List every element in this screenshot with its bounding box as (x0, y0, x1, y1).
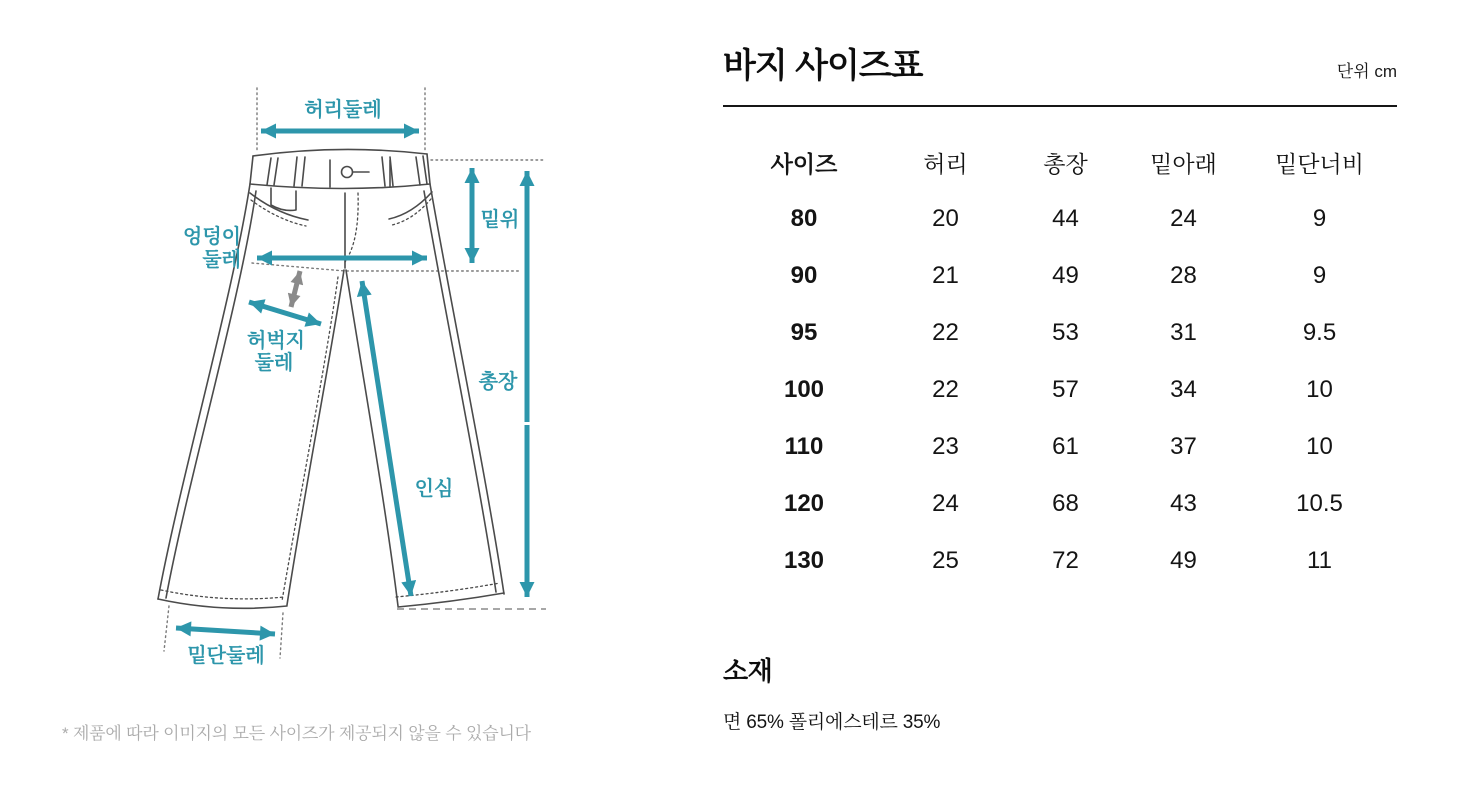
table-cell: 31 (1170, 318, 1197, 346)
column-header-waist: 허리 (923, 151, 968, 178)
material-value: 면 65% 폴리에스테르 35% (723, 712, 941, 734)
table-cell: 22 (932, 375, 959, 403)
measurement-arrows (176, 131, 527, 634)
table-cell: 22 (932, 318, 959, 346)
pants-outline (158, 149, 504, 608)
table-cell: 57 (1052, 375, 1079, 403)
material-heading: 소재 (723, 656, 773, 687)
table-cell: 110 (784, 432, 824, 460)
inseam-label: 인심 (414, 478, 454, 500)
table-cell: 49 (1170, 546, 1197, 574)
crotch-depth-arrow (291, 271, 300, 307)
table-cell: 9 (1312, 204, 1327, 232)
table-cell: 24 (932, 489, 959, 517)
unit-label: 단위 cm (1336, 62, 1397, 82)
thigh-label-line1: 허벅지 (247, 330, 305, 352)
table-cell: 21 (932, 261, 959, 289)
table-cell: 9 (1312, 261, 1327, 289)
table-cell: 49 (1052, 261, 1079, 289)
size-chart-title: 바지 사이즈표 (723, 47, 923, 85)
table-cell: 25 (932, 546, 959, 574)
thigh-label-line2: 둘레 (254, 352, 294, 374)
table-cell: 9.5 (1302, 318, 1337, 346)
table-cell: 28 (1170, 261, 1197, 289)
size-table (723, 135, 1397, 589)
hip-label-line1: 엉덩이 (183, 226, 241, 248)
size-availability-footnote: * 제품에 따라 이미지의 모든 사이즈가 제공되지 않을 수 있습니다 (62, 724, 531, 743)
size-chart-panel (723, 48, 1397, 734)
hip-label-line2: 둘레 (202, 249, 241, 271)
table-cell: 61 (1052, 432, 1079, 460)
table-cell: 23 (932, 432, 959, 460)
table-cell: 130 (783, 546, 825, 574)
column-header-hem-width: 밑단너비 (1275, 151, 1364, 178)
total-length-label: 총장 (478, 371, 518, 393)
table-cell: 34 (1170, 375, 1197, 403)
table-cell: 11 (1307, 546, 1332, 574)
table-cell: 68 (1052, 489, 1079, 517)
hem-arrow (176, 628, 275, 634)
table-cell: 10 (1306, 375, 1333, 403)
column-header-inseam: 밑아래 (1150, 151, 1217, 178)
rise-label: 밑위 (480, 209, 520, 231)
table-cell: 53 (1052, 318, 1079, 346)
size-chart-header (723, 48, 1397, 85)
table-cell: 43 (1170, 489, 1197, 517)
material-section (723, 651, 1397, 734)
table-cell: 37 (1170, 432, 1197, 460)
table-cell: 120 (783, 489, 825, 517)
table-cell: 24 (1170, 204, 1197, 232)
table-cell: 44 (1052, 204, 1079, 232)
thigh-arrow (249, 302, 321, 324)
table-cell: 95 (790, 318, 818, 346)
table-cell: 20 (932, 204, 959, 232)
header-divider (723, 105, 1397, 107)
length-line-notch (522, 422, 532, 425)
waist-label: 허리둘레 (304, 99, 382, 121)
hem-label: 밑단둘레 (187, 645, 265, 667)
column-header-total-length: 총장 (1043, 151, 1088, 178)
table-cell: 10.5 (1296, 489, 1343, 517)
inseam-arrow (362, 281, 411, 596)
table-cell: 10 (1306, 432, 1333, 460)
column-header-size: 사이즈 (770, 151, 838, 178)
table-cell: 90 (790, 261, 818, 289)
table-cell: 80 (790, 204, 818, 232)
table-cell: 72 (1052, 546, 1079, 574)
pants-measurement-diagram (0, 0, 660, 798)
table-cell: 100 (783, 375, 825, 403)
